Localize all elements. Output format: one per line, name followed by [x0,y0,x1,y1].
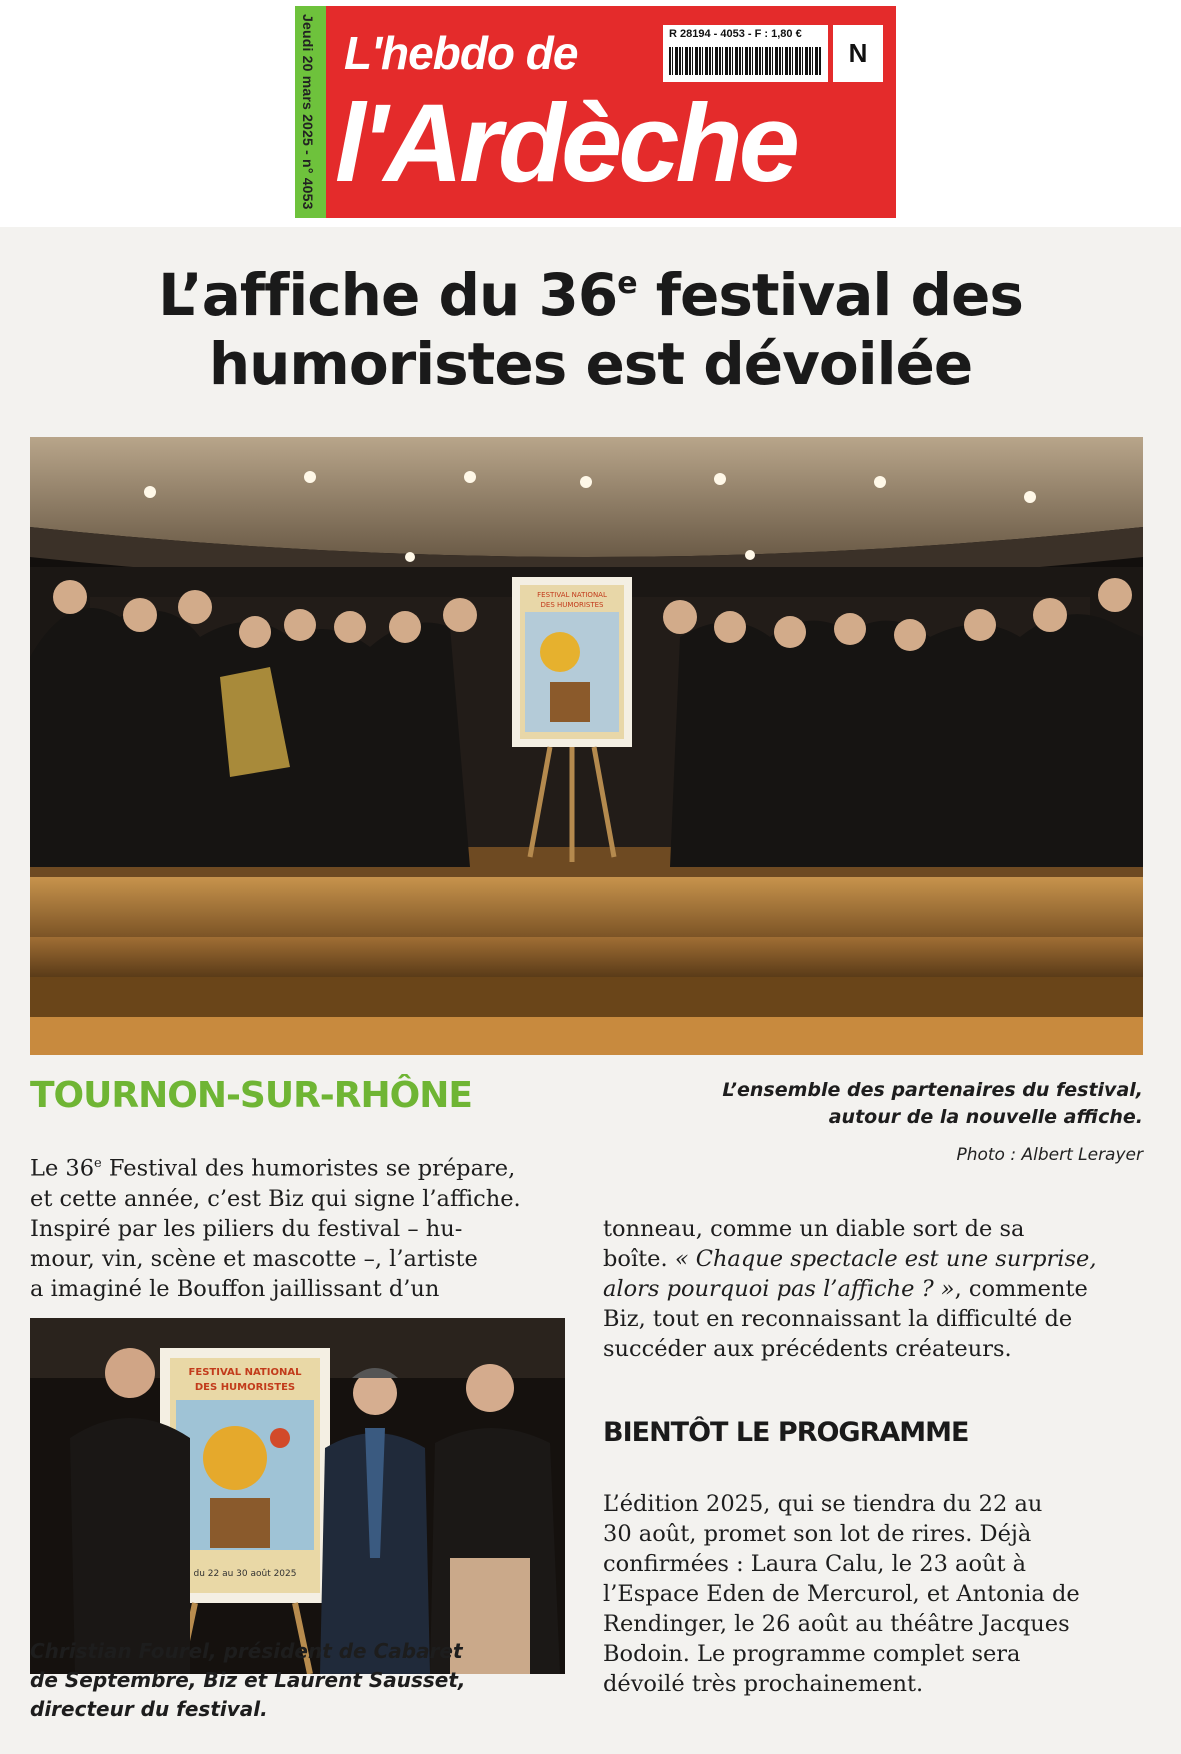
quote: alors pourquoi pas l’affiche ? » [603,1276,955,1302]
poster-title-line1: FESTIVAL NATIONAL [537,591,607,599]
issue-date: Jeudi 20 mars 2025 - n° 4053 [300,14,316,210]
text-line: dévoilé très prochainement. [603,1671,924,1697]
quote: « Chaque spectacle est une surprise, [674,1246,1097,1272]
barcode-text: R 28194 - 4053 - F : 1,80 € [669,28,802,40]
trio-photo [30,1318,565,1674]
photo-credit: Photo : Albert Lerayer [956,1145,1143,1165]
date-strip [295,6,326,218]
headline-sup: e [617,266,637,301]
text-line: Inspiré par les piliers du festival – hu- [30,1215,463,1242]
paragraph-1-continued [603,1214,1148,1364]
headline-part1: L’affiche du 36 [158,261,618,329]
edition-letter: N [833,25,883,82]
caption-line: autour de la nouvelle affiche. [828,1106,1143,1128]
paragraph-2 [603,1489,1148,1699]
text-line: tonneau, comme un diable sort de sa [603,1216,1025,1242]
caption-line: Christian Fourel, président de Cabaret [30,1639,463,1663]
poster-title-line1: FESTIVAL NATIONAL [188,1367,302,1378]
subheading: BIENTÔT LE PROGRAMME [603,1417,969,1448]
caption-line: L’ensemble des partenaires du festival, [722,1079,1143,1101]
text-line: L’édition 2025, qui se tiendra du 22 au [603,1491,1043,1517]
text-line: et cette année, c’est Biz qui signe l’affiche. [30,1185,521,1212]
main-photo-caption [583,1077,1143,1131]
text-line: alors pourquoi pas l’affiche ? », commente [603,1276,1088,1302]
masthead-title: l'Ardèche [335,82,796,205]
text-line: Bodoin. Le programme complet sera [603,1641,1021,1667]
barcode [663,25,828,82]
trio-photo-illustration [30,1318,565,1674]
text-line: boîte. « Chaque spectacle est une surprise, [603,1246,1097,1272]
text-line: 30 août, promet son lot de rires. Déjà [603,1521,1032,1547]
text-line: confirmées : Laura Calu, le 23 août à [603,1551,1027,1577]
headline [20,249,1161,399]
caption-line: directeur du festival. [30,1697,268,1721]
masthead-subtitle: L'hebdo de [344,27,578,79]
headline-part2: festival des [636,261,1023,329]
paragraph-1 [30,1149,570,1304]
text-line: succéder aux précédents créateurs. [603,1336,1012,1362]
trio-photo-caption [30,1637,580,1724]
location-kicker: TOURNON-SUR-RHÔNE [30,1075,472,1116]
poster-title-line2: DES HUMORISTES [194,1382,296,1393]
text-line: a imaginé le Bouffon jaillissant d’un [30,1275,440,1302]
text-line: l’Espace Eden de Mercurol, et Antonia de [603,1581,1080,1607]
text-line: Le 36e Festival des humoristes se prépare, [30,1155,516,1182]
barcode-bars [669,47,821,75]
poster-dates: du 22 au 30 août 2025 [193,1569,297,1579]
headline-line2: humoristes est dévoilée [208,330,973,398]
caption-line: de Septembre, Biz et Laurent Sausset, [30,1668,466,1692]
group-photo-illustration [30,437,1143,1055]
text-line: Biz, tout en reconnaissant la difficulté de [603,1306,1073,1332]
masthead [295,6,896,218]
group-photo [30,437,1143,1055]
text-line: mour, vin, scène et mascotte –, l’artiste [30,1245,478,1272]
text-line: Rendinger, le 26 août au théâtre Jacques [603,1611,1070,1637]
article [0,227,1181,1754]
poster-title-line2: DES HUMORISTES [540,601,604,609]
